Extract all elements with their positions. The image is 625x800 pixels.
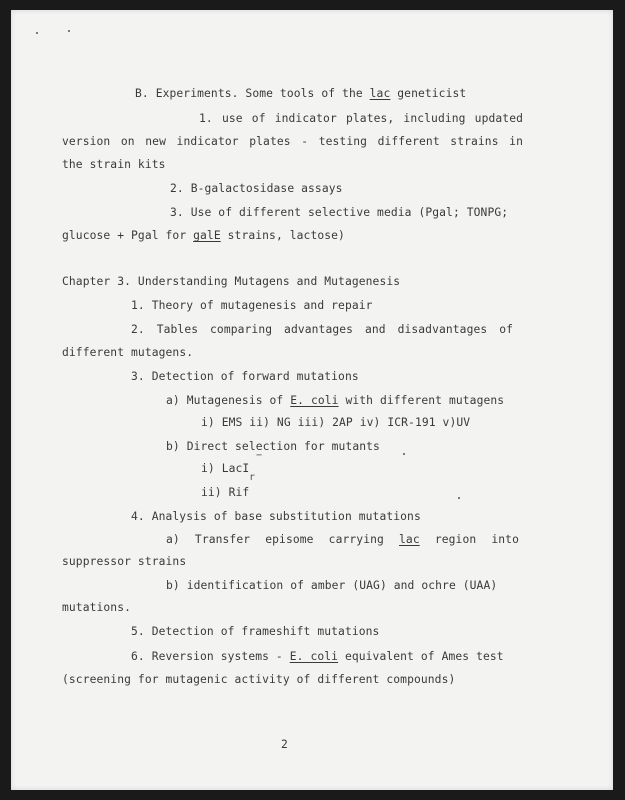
chapter-3-title: Chapter 3. Understanding Mutagens and Mutagenesis	[62, 275, 401, 288]
section-b-item3-line1: 3. Use of different selective media (Pgal; TONPG;	[170, 206, 509, 219]
chapter-3-item6-line2: (screening for mutagenic activity of different compounds)	[62, 673, 456, 686]
speck-mark	[68, 30, 70, 32]
section-b-item2: 2. B-galactosidase assays	[170, 182, 343, 195]
chapter-3-item4a-line2: suppressor strains	[62, 555, 187, 568]
chapter-3-item4b-line2: mutations.	[62, 601, 132, 614]
item3b-ii-rif: ii) Rif	[201, 486, 250, 499]
item3b-i-lacI: i) LacI	[201, 462, 250, 475]
speck-mark	[458, 497, 460, 499]
chapter-3-item4a-line1: a) Transfer episome carrying lac region into	[166, 533, 519, 546]
chapter-3-item2-line1: 2. Tables comparing advantages and disadvantages of	[131, 323, 513, 336]
chapter-3-item4b-line1: b) identification of amber (UAG) and ochre (UAA)	[166, 579, 498, 592]
chapter-3-item3a: a) Mutagenesis of E. coli with different mutagens	[166, 394, 505, 407]
rif-r-superscript: r	[249, 472, 256, 483]
section-b-heading: B. Experiments. Some tools of the lac geneticist	[135, 87, 467, 100]
section-b-item1-line3: the strain kits	[62, 158, 166, 171]
section-b-item3-line2: glucose + Pgal for galE strains, lactose)	[62, 229, 345, 242]
chapter-3-item3: 3. Detection of forward mutations	[131, 370, 359, 383]
chapter-3-item2-line2: different mutagens.	[62, 346, 194, 359]
document-page	[11, 10, 613, 790]
section-b-item1-line2: version on new indicator plates - testing different strains in	[62, 135, 523, 148]
speck-mark	[403, 453, 405, 455]
page-number: 2	[281, 738, 288, 751]
chapter-3-item4: 4. Analysis of base substitution mutations	[131, 510, 421, 523]
chapter-3-item3b: b) Direct selection for mutants	[166, 440, 380, 453]
lacI-minus-superscript: −	[256, 450, 263, 461]
mutagen-list: i) EMS ii) NG iii) 2AP iv) ICR-191 v)UV	[201, 416, 471, 429]
chapter-3-item1: 1. Theory of mutagenesis and repair	[131, 299, 373, 312]
speck-mark	[36, 32, 38, 34]
section-b-item1-line1: 1. use of indicator plates, including updated	[199, 112, 523, 125]
chapter-3-item5: 5. Detection of frameshift mutations	[131, 625, 380, 638]
chapter-3-item6-line1: 6. Reversion systems - E. coli equivalent of Ames test	[131, 650, 504, 663]
